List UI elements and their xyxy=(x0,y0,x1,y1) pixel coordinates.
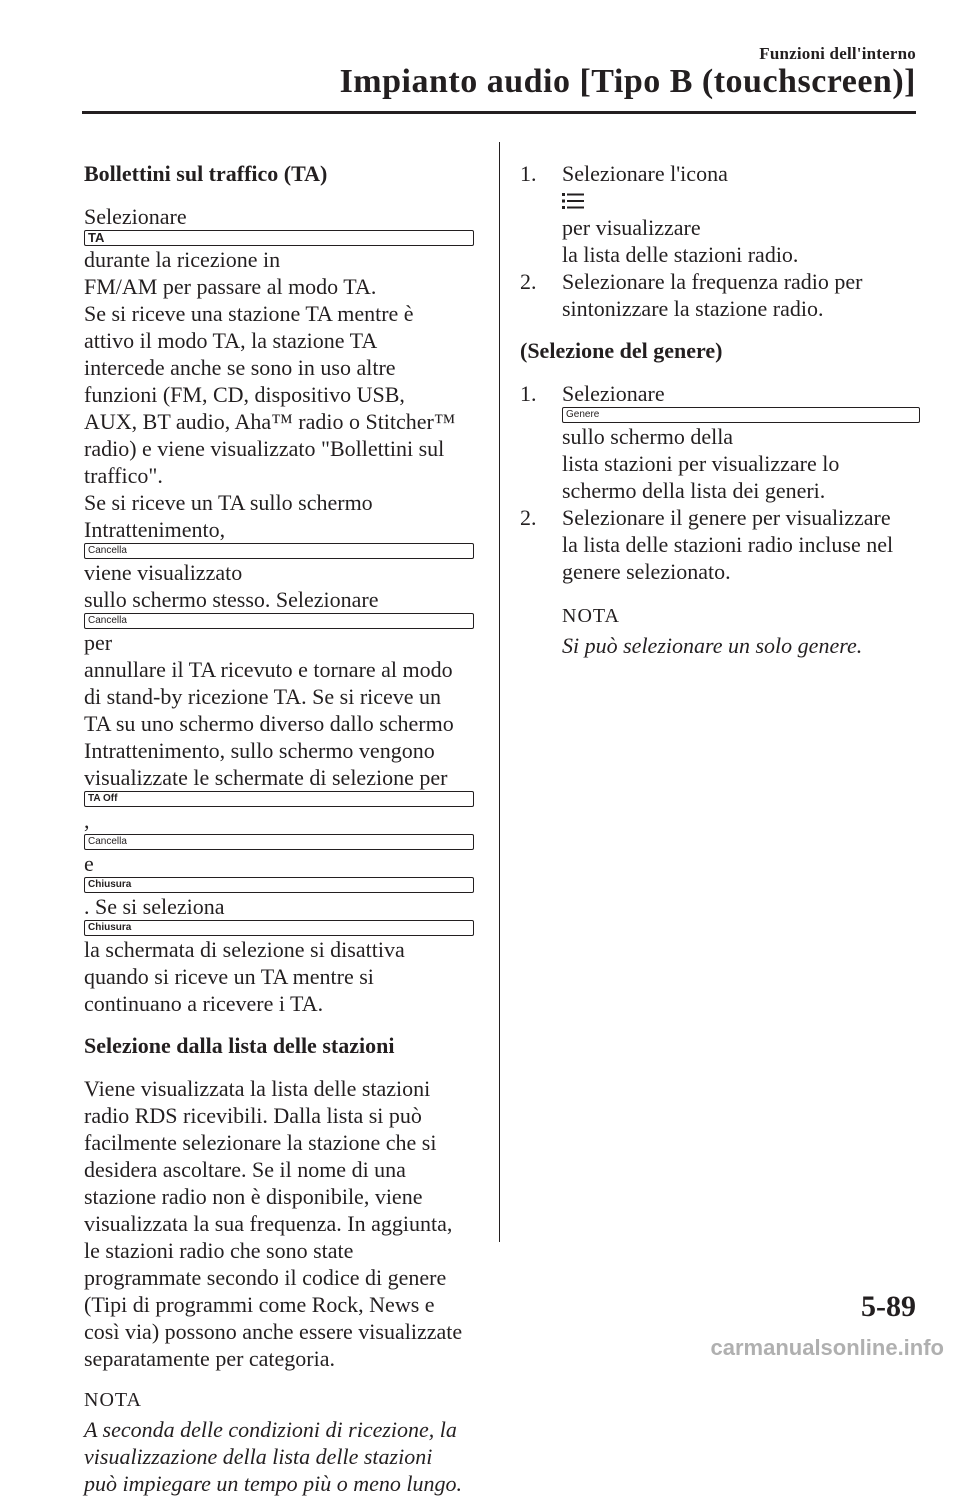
ta-off-button: TA Off xyxy=(84,791,474,807)
text: . Se si seleziona xyxy=(84,894,225,919)
chiusura-button: Chiusura xyxy=(84,877,474,893)
paragraph-station-list xyxy=(84,1075,474,1372)
step-number: 2. xyxy=(520,269,537,294)
page-number: 5-89 xyxy=(861,1290,916,1323)
watermark: carmanualsonline.info xyxy=(710,1335,944,1360)
text: Selezionare xyxy=(562,381,665,406)
text: , xyxy=(84,808,90,833)
text: intercede anche se sono in uso altre xyxy=(84,355,396,380)
text: Selezionare il genere per visualizzare xyxy=(562,505,891,530)
text: per xyxy=(84,630,113,655)
text: attivo il modo TA, la stazione TA xyxy=(84,328,378,353)
text: Intrattenimento, sullo schermo vengono xyxy=(84,738,435,763)
text: separatamente per categoria. xyxy=(84,1346,336,1371)
text: lista stazioni per visualizzare lo xyxy=(562,451,840,476)
genre-steps xyxy=(520,380,920,585)
text: TA su uno schermo diverso dallo schermo xyxy=(84,711,454,736)
text: sullo schermo stesso. Selezionare xyxy=(84,587,379,612)
text: e xyxy=(84,851,94,876)
text: (Tipi di programmi come Rock, News e xyxy=(84,1292,435,1317)
heading-station-list: Selezione dalla lista delle stazioni xyxy=(84,1033,395,1058)
text: AUX, BT audio, Aha™ radio o Stitcher™ xyxy=(84,409,456,434)
text: per visualizzare xyxy=(562,215,701,240)
text: Viene visualizzata la lista delle stazioni xyxy=(84,1076,431,1101)
text: traffico". xyxy=(84,463,163,488)
text: desidera ascoltare. Se il nome di una xyxy=(84,1157,406,1182)
text: di stand-by ricezione TA. Se si riceve un xyxy=(84,684,442,709)
heading-traffic-bulletins: Bollettini sul traffico (TA) xyxy=(84,161,328,186)
cancella-button: Cancella xyxy=(84,834,474,850)
genre-note xyxy=(520,603,920,659)
step-number: 1. xyxy=(520,381,537,406)
note-text: Si può selezionare un solo genere. xyxy=(562,633,863,658)
text: facilmente selezionare la stazione che si xyxy=(84,1130,437,1155)
text: Selezionare xyxy=(84,204,187,229)
header-rule xyxy=(82,111,916,114)
text: Se si riceve una stazione TA mentre è xyxy=(84,301,414,326)
cancella-button: Cancella xyxy=(84,543,474,559)
chapter-title: Impianto audio [Tipo B (touchscreen)] xyxy=(339,63,916,100)
paragraph-ta xyxy=(84,203,474,1017)
text: sullo schermo della xyxy=(562,424,734,449)
list-item xyxy=(520,380,920,504)
right-column xyxy=(520,160,920,659)
text: può impiegare un tempo più o meno lungo. xyxy=(84,1471,463,1496)
text: stazione radio non è disponibile, viene xyxy=(84,1184,423,1209)
list-item xyxy=(520,160,920,268)
note-label: NOTA xyxy=(562,605,620,627)
text: funzioni (FM, CD, dispositivo USB, xyxy=(84,382,405,407)
station-list-steps xyxy=(520,160,920,322)
ta-button: TA xyxy=(84,230,474,246)
heading-genre-selection: (Selezione del genere) xyxy=(520,338,723,363)
cancella-button: Cancella xyxy=(84,613,474,629)
text: Se si riceve un TA sullo schermo xyxy=(84,490,373,515)
note-text xyxy=(84,1416,474,1497)
text: schermo della lista dei generi. xyxy=(562,478,826,503)
text: A seconda delle condizioni di ricezione, la xyxy=(84,1417,457,1442)
text: visualizzate le schermate di selezione per xyxy=(84,765,448,790)
text: visualizzazione della lista delle stazioni xyxy=(84,1444,433,1469)
text: continuano a ricevere i TA. xyxy=(84,991,324,1016)
text: radio) e viene visualizzato "Bollettini sul xyxy=(84,436,445,461)
text: programmate secondo il codice di genere xyxy=(84,1265,447,1290)
text: annullare il TA ricevuto e tornare al modo xyxy=(84,657,453,682)
text: durante la ricezione in xyxy=(84,247,281,272)
step-number: 2. xyxy=(520,505,537,530)
text: Selezionare l'icona xyxy=(562,161,728,186)
text: la schermata di selezione si disattiva xyxy=(84,937,405,962)
text: quando si riceve un TA mentre si xyxy=(84,964,374,989)
list-item xyxy=(520,504,920,585)
chiusura-button: Chiusura xyxy=(84,920,474,936)
column-divider xyxy=(499,142,500,1242)
list-icon xyxy=(562,192,584,210)
text: la lista delle stazioni radio. xyxy=(562,242,799,267)
list-item xyxy=(520,268,920,322)
note-label: NOTA xyxy=(84,1389,142,1411)
text: Selezionare la frequenza radio per xyxy=(562,269,863,294)
text: radio RDS ricevibili. Dalla lista si può xyxy=(84,1103,422,1128)
text: le stazioni radio che sono state xyxy=(84,1238,354,1263)
text: così via) possono anche essere visualizzate xyxy=(84,1319,463,1344)
text: viene visualizzato xyxy=(84,560,243,585)
step-number: 1. xyxy=(520,161,537,186)
genere-button: Genere xyxy=(562,407,920,423)
text: sintonizzare la stazione radio. xyxy=(562,296,824,321)
text: visualizzata la sua frequenza. In aggiunta, xyxy=(84,1211,453,1236)
text: Intrattenimento, xyxy=(84,517,226,542)
section-title: Funzioni dell'interno xyxy=(759,44,916,63)
text: genere selezionato. xyxy=(562,559,731,584)
text: la lista delle stazioni radio incluse nel xyxy=(562,532,894,557)
left-column xyxy=(84,160,474,1497)
text: FM/AM per passare al modo TA. xyxy=(84,274,377,299)
